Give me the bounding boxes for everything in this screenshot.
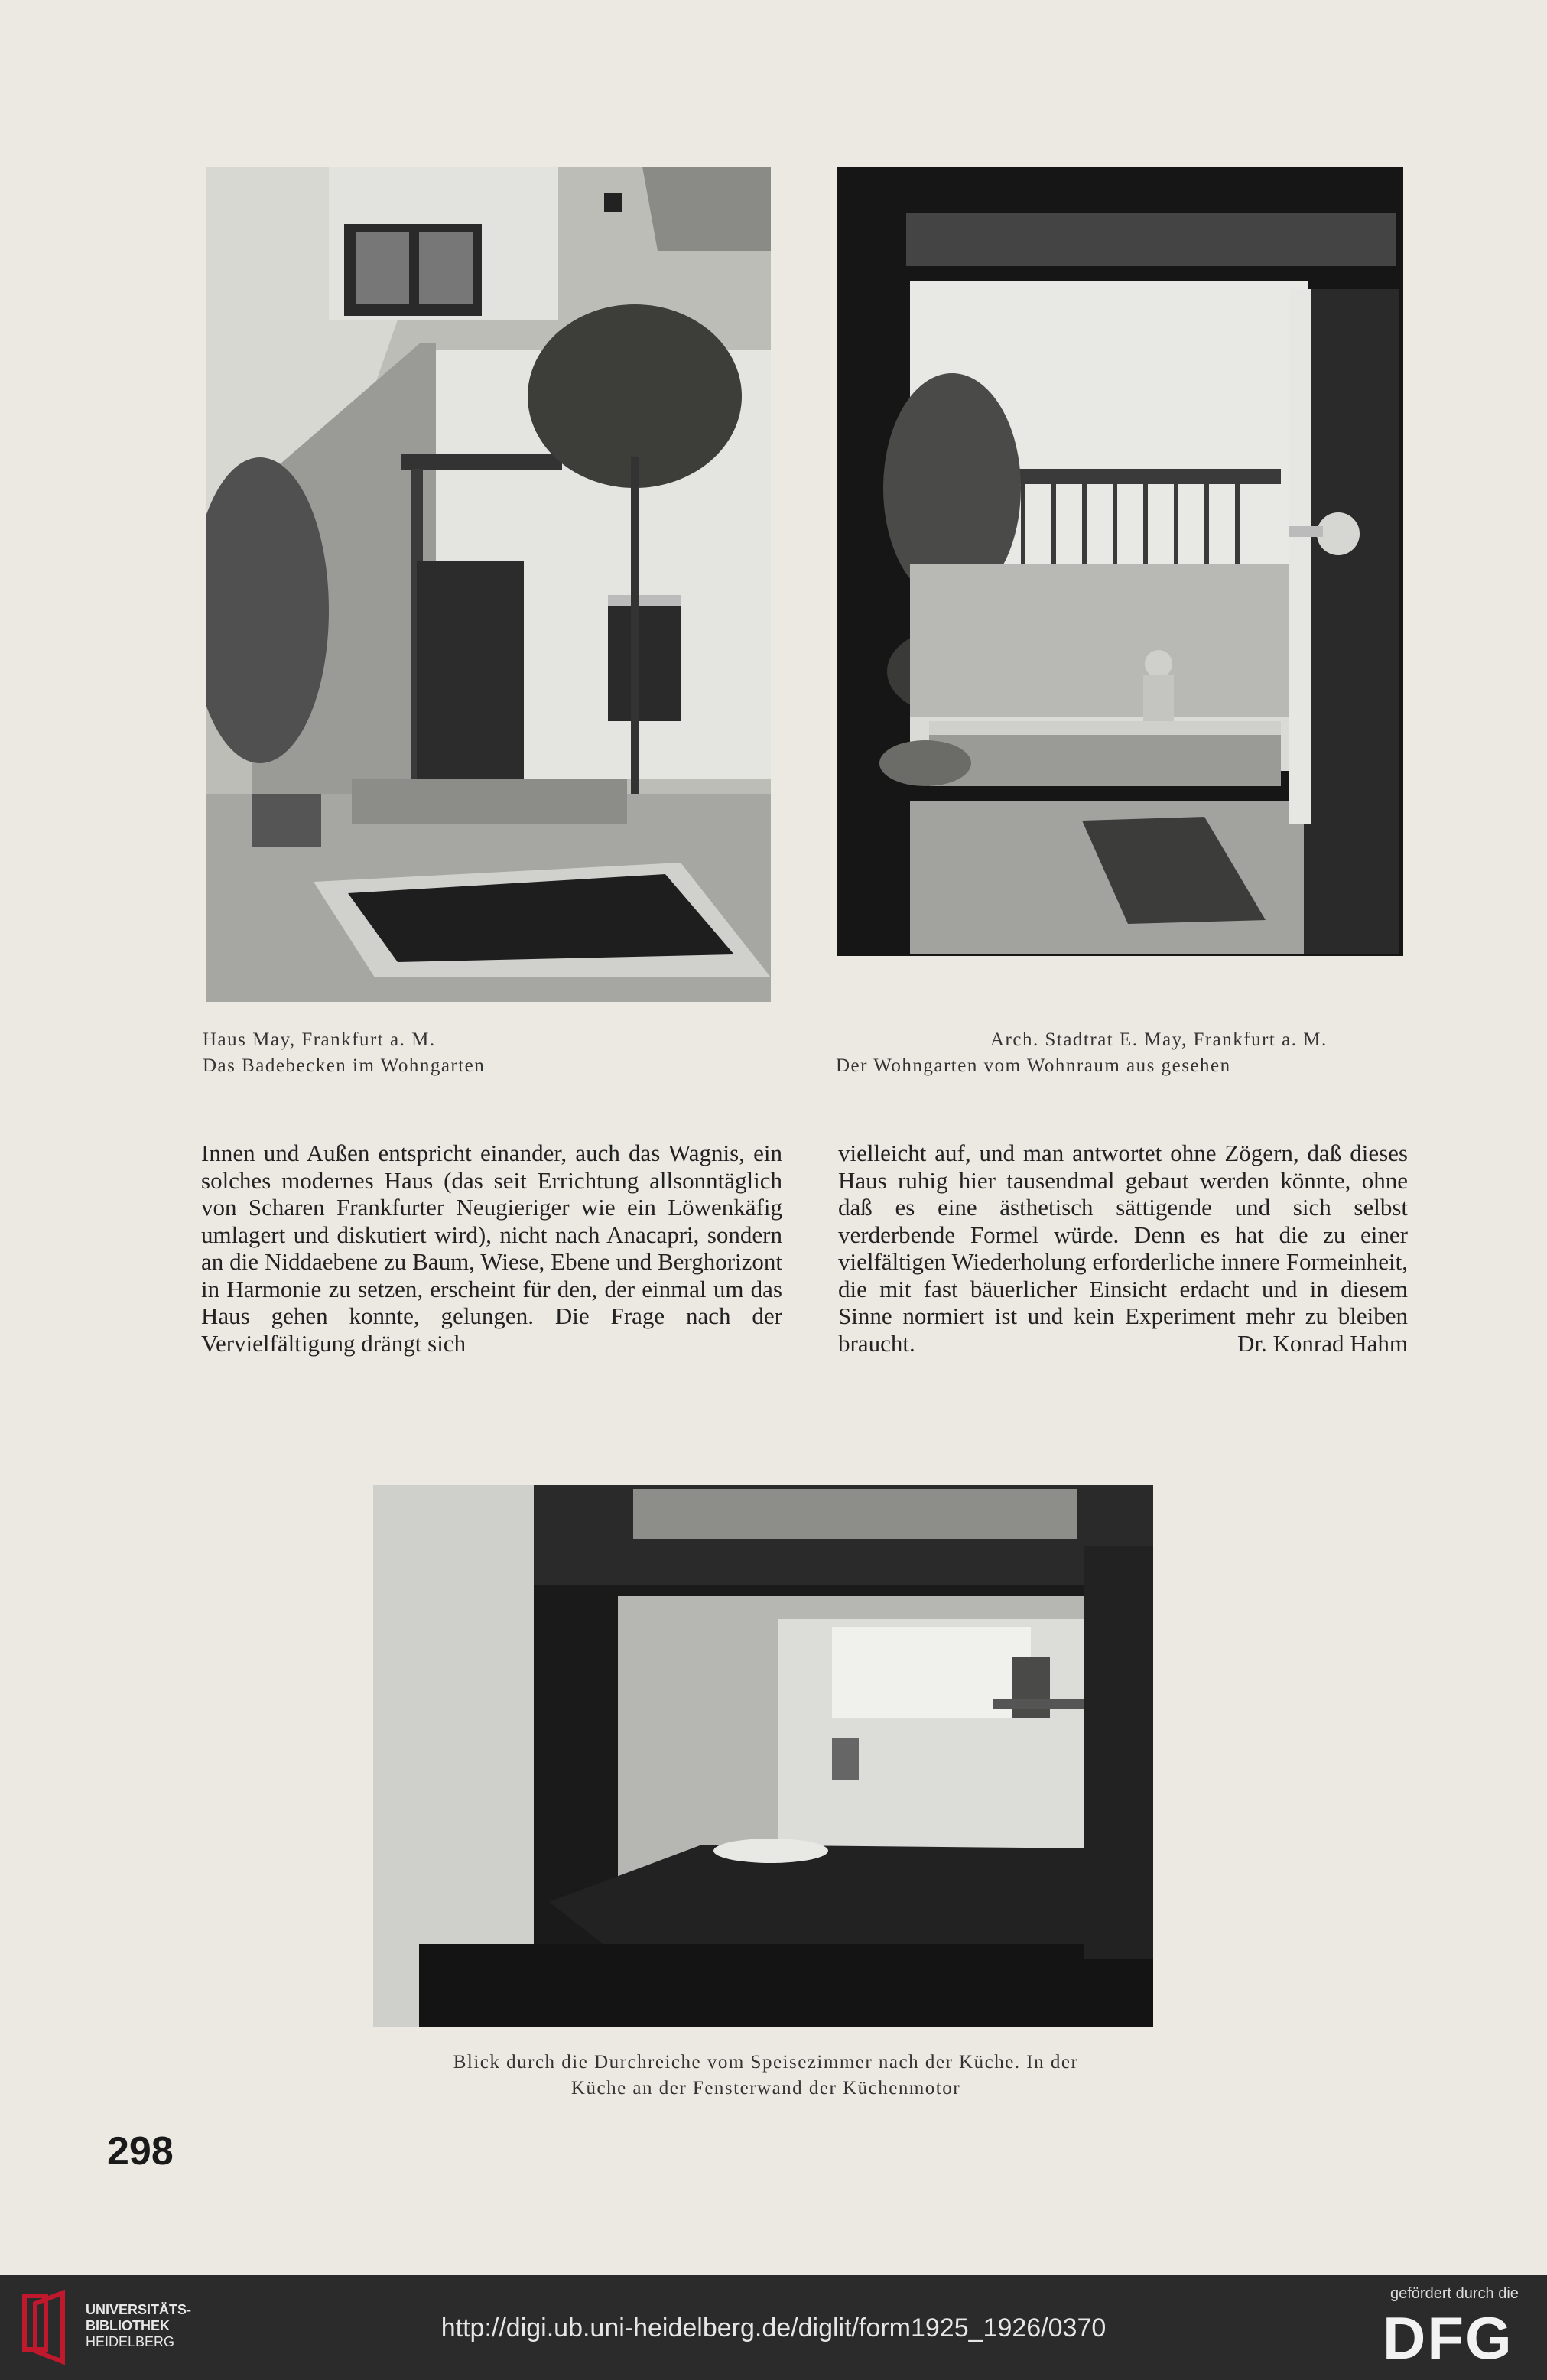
photo-kitchen-hatch	[373, 1485, 1153, 2027]
body-text-left: Innen und Außen entspricht einander, auch das Wagnis, ein solches modernes Haus (das seit Errichtung allsonntäglich von Scharen Frankfurter Neugieriger wie ein Löwenkäfig umlagert und diskutiert wird), nicht nach Anacapri, sondern an die Niddaebene zu Baum, Wiese, Ebene und Berghorizont in Harmonie zu setzen, erscheint für den, der einmal um das Haus gehen konnte, gelungen. Die Frage nach der Vervielfältigung drängt sich	[201, 1140, 782, 1357]
library-name-line1: UNIVERSITÄTS-	[86, 2302, 192, 2317]
body-text-right: vielleicht auf, und man antwortet ohne Zögern, daß dieses Haus ruhig hier tausendmal gebaut werden könnte, ohne daß es eine ästhetisch sättigende und sich selbst verderbende Formel würde. Denn es hat die zu einer vielfältigen Wiederholung erforderliche innere Formeinheit, die mit fast bäuerlicher Einsicht erdacht und in diesem Sinne normiert ist und kein Experiment mehr zu bleiben braucht.	[838, 1140, 1408, 1357]
dfg-logo: DFG	[1383, 2304, 1513, 2372]
caption-left-line2: Das Badebecken im Wohngarten	[203, 1055, 486, 1076]
caption-right-line2: Der Wohngarten vom Wohnraum aus gesehen	[836, 1055, 1231, 1076]
library-name-line2: BIBLIOTHEK	[86, 2318, 170, 2333]
caption-left-line1: Haus May, Frankfurt a. M.	[203, 1029, 436, 1050]
caption-right-line1: Arch. Stadtrat E. May, Frankfurt a. M.	[990, 1029, 1328, 1050]
author-signature: Dr. Konrad Hahm	[1237, 1329, 1408, 1357]
caption-bottom-line1: Blick durch die Durchreiche vom Speisezimmer nach der Küche. In der	[453, 2052, 1079, 2073]
library-name-line3: HEIDELBERG	[86, 2334, 175, 2349]
page-number: 298	[107, 2129, 174, 2174]
caption-bottom-line2: Küche an der Fensterwand der Küchenmotor	[570, 2078, 961, 2099]
body-column-right	[838, 1140, 1408, 1357]
photo-garden-view	[837, 167, 1403, 956]
body-column-left	[201, 1140, 782, 1357]
source-url-link[interactable]: http://digi.ub.uni-heidelberg.de/diglit/form1925_1926/0370	[440, 2313, 1107, 2343]
photo-house-pool	[206, 167, 771, 1002]
funding-note: gefördert durch die	[1390, 2285, 1519, 2302]
